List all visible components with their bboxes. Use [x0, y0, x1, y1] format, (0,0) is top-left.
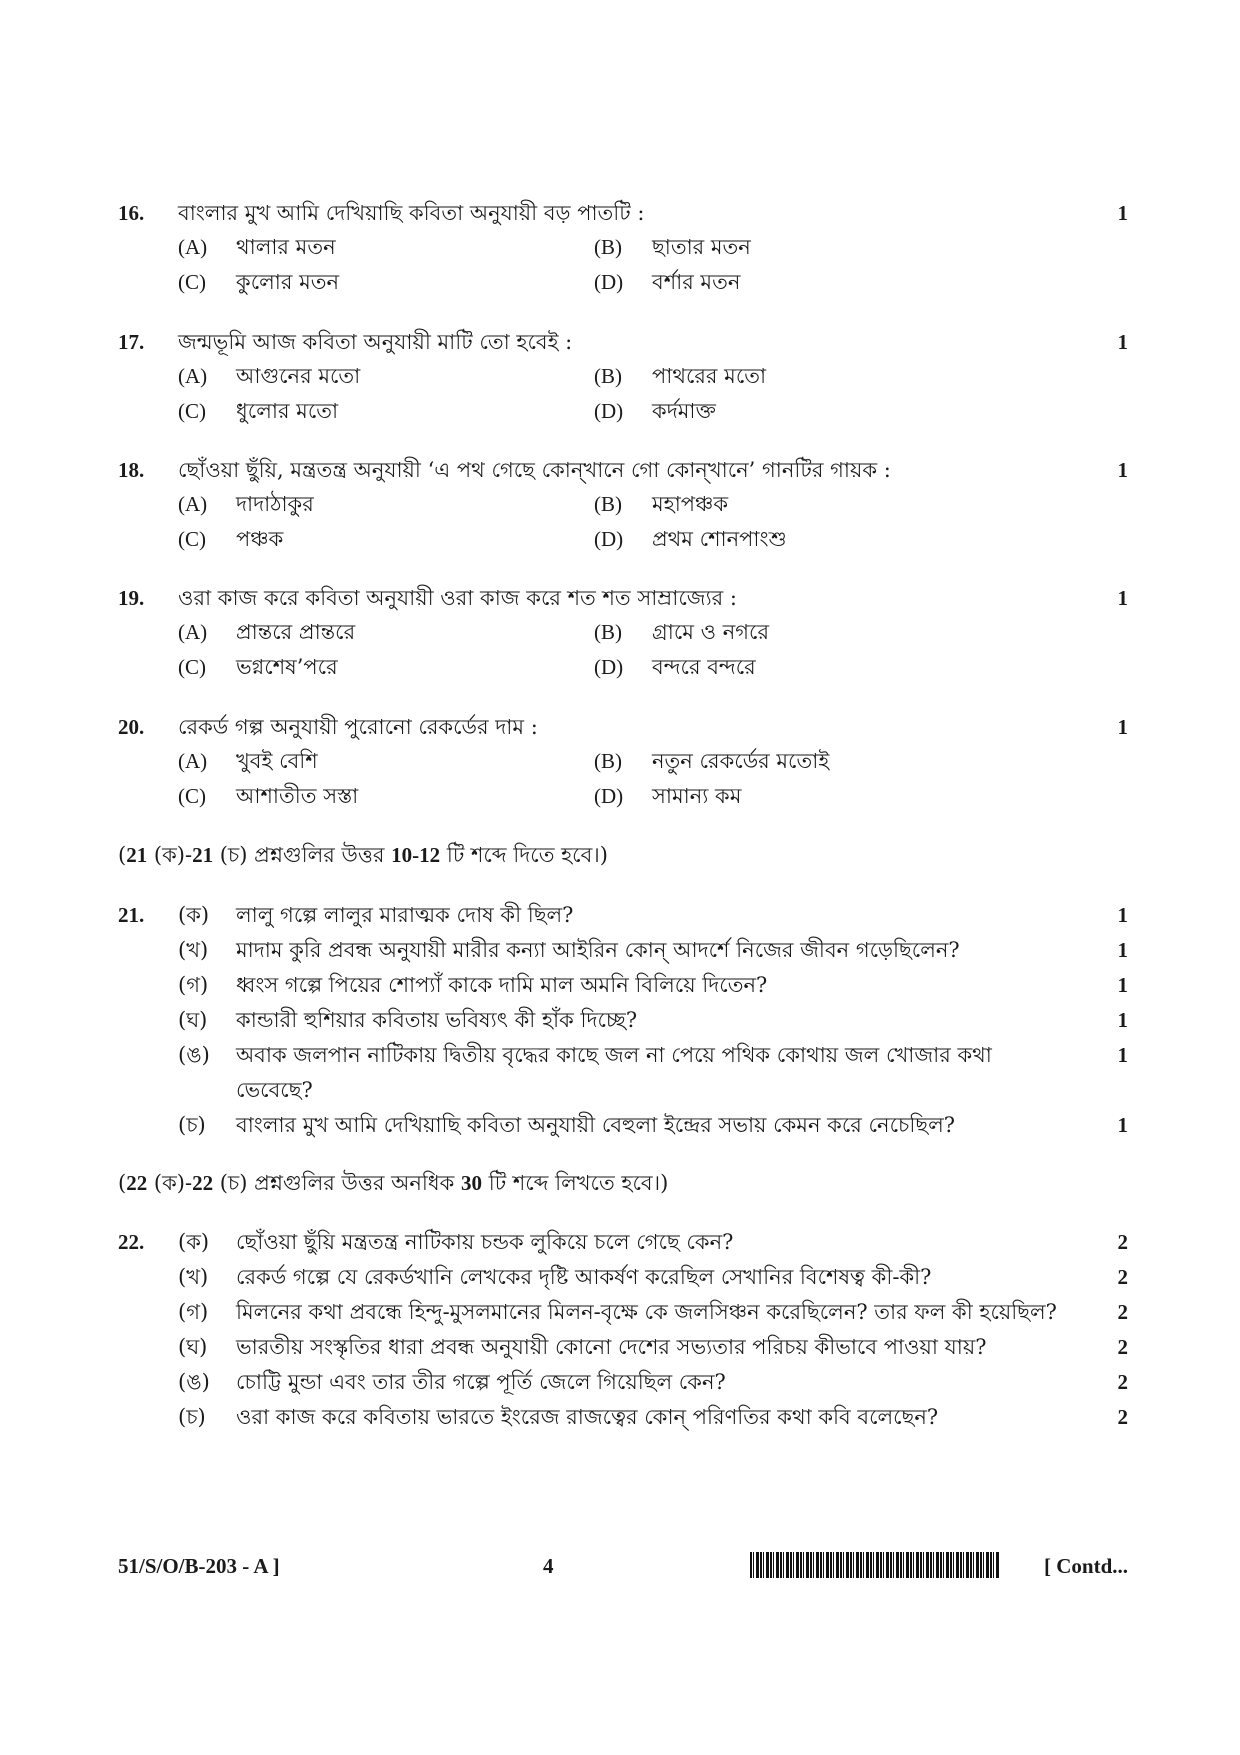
question-number: 21. — [118, 903, 145, 927]
sub-question: (ক) লালু গল্পে লালুর মারাত্মক দোষ কী ছিল? 1 — [178, 903, 1128, 927]
paper-code: 51/S/O/B-203 - A ] — [118, 1554, 280, 1578]
option-a: (A) দাদাঠাকুর — [178, 492, 314, 516]
page-footer — [118, 1548, 1128, 1584]
question-marks: 1 — [1117, 586, 1128, 610]
sub-question: (খ) মাদাম কুরি প্রবন্ধ অনুযায়ী মারীর কন্যা আইরিন কোন্ আদর্শে নিজের জীবন গড়েছিলেন? 1 — [178, 938, 1128, 962]
option-b: (B) মহাপঞ্চক — [594, 492, 729, 516]
question-number: 16. — [118, 201, 145, 225]
option-c: (C) কুলোর মতন — [178, 270, 340, 294]
question-marks: 1 — [1117, 458, 1128, 482]
option-d: (D) প্রথম শোনপাংশু — [594, 527, 787, 551]
option-d: (D) কর্দমাক্ত — [594, 399, 716, 423]
option-b: (B) গ্রামে ও নগরে — [594, 620, 770, 644]
option-d: (D) বন্দরে বন্দরে — [594, 655, 756, 679]
question-text: ওরা কাজ করে কবিতা অনুযায়ী ওরা কাজ করে শত শত সাম্রাজ্যের : — [178, 586, 737, 610]
option-c: (C) পঞ্চক — [178, 527, 284, 551]
question-marks: 1 — [1117, 201, 1128, 225]
sub-question: (ঘ) ভারতীয় সংস্কৃতির ধারা প্রবন্ধ অনুযায়ী কোনো দেশের সভ্যতার পরিচয় কীভাবে পাওয়া যায়? 2 — [178, 1335, 1128, 1359]
question-number: 17. — [118, 330, 145, 354]
sub-question: (খ) রেকর্ড গল্পে যে রেকর্ডখানি লেখকের দৃষ্টি আকর্ষণ করেছিল সেখানির বিশেষত্ব কী-কী? 2 — [178, 1265, 1128, 1289]
sub-question: (ঙ) চোট্টি মুন্ডা এবং তার তীর গল্পে পূর্তি জেলে গিয়েছিল কেন? 2 — [178, 1370, 1128, 1394]
sub-question: (গ) মিলনের কথা প্রবন্ধে হিন্দু-মুসলমানের মিলন-বৃক্ষে কে জলসিঞ্চন করেছিলেন? তার ফল কী হয়েছিল? 2 — [178, 1300, 1128, 1324]
sub-question: (চ) ওরা কাজ করে কবিতায় ভারতে ইংরেজ রাজত্বের কোন্ পরিণতির কথা কবি বলেছেন? 2 — [178, 1405, 1128, 1429]
question-19 — [118, 581, 1128, 685]
question-marks: 1 — [1117, 715, 1128, 739]
option-b: (B) ছাতার মতন — [594, 235, 751, 259]
option-a: (A) থালার মতন — [178, 235, 336, 259]
sub-question: (গ) ধ্বংস গল্পে পিয়ের শোপ্যাঁ কাকে দামি মাল অমনি বিলিয়ে দিতেন? 1 — [178, 973, 1128, 997]
page-number: 4 — [543, 1554, 554, 1578]
question-20 — [118, 710, 1128, 814]
barcode-icon — [750, 1552, 1000, 1578]
question-number: 18. — [118, 458, 145, 482]
instruction-22: (22 (ক)-22 (চ) প্রশ্নগুলির উত্তর অনধিক 30 টি শব্দে লিখতে হবে।) — [118, 1171, 669, 1195]
question-number: 20. — [118, 715, 145, 739]
option-d: (D) সামান্য কম — [594, 784, 742, 808]
option-d: (D) বর্শার মতন — [594, 270, 741, 294]
question-18 — [118, 453, 1128, 557]
question-22 — [118, 1225, 1128, 1435]
question-text: ছোঁওয়া ছুঁয়ি, মন্ত্রতন্ত্র অনুযায়ী ‘এ পথ গেছে কোন্‌খানে গো কোন্‌খানে’ গানটির গায়ক : — [178, 458, 891, 482]
option-b: (B) নতুন রেকর্ডের মতোই — [594, 749, 830, 773]
question-number: 19. — [118, 586, 145, 610]
continued-label: [ Contd... — [1043, 1554, 1128, 1578]
option-c: (C) ভগ্নশেষ’পরে — [178, 655, 338, 679]
option-b: (B) পাথরের মতো — [594, 364, 767, 388]
question-16 — [118, 196, 1128, 300]
question-marks: 1 — [1117, 330, 1128, 354]
sub-question: (ঙ) অবাক জলপান নাটিকায় দ্বিতীয় বৃদ্ধের কাছে জল না পেয়ে পথিক কোথায় জল খোজার কথা ভেবেছে? 1 — [178, 1043, 1128, 1102]
sub-question: (ক) ছোঁওয়া ছুঁয়ি মন্ত্রতন্ত্র নাটিকায় চন্ডক লুকিয়ে চলে গেছে কেন? 2 — [178, 1230, 1128, 1254]
option-c: (C) ধুলোর মতো — [178, 399, 339, 423]
question-number: 22. — [118, 1230, 145, 1254]
question-21 — [118, 898, 1128, 1143]
option-a: (A) আগুনের মতো — [178, 364, 361, 388]
question-text: জন্মভূমি আজ কবিতা অনুযায়ী মাটি তো হবেই : — [178, 330, 573, 354]
instruction-21: (21 (ক)-21 (চ) প্রশ্নগুলির উত্তর 10-12 টি শব্দে দিতে হবে।) — [118, 843, 608, 867]
option-a: (A) খুবই বেশি — [178, 749, 318, 773]
option-c: (C) আশাতীত সস্তা — [178, 784, 359, 808]
sub-question: (ঘ) কান্ডারী হুশিয়ার কবিতায় ভবিষ্যৎ কী হাঁক দিচ্ছে? 1 — [178, 1008, 1128, 1032]
question-text: বাংলার মুখ আমি দেখিয়াছি কবিতা অনুযায়ী বড় পাতটি : — [178, 201, 645, 225]
question-text: রেকর্ড গল্প অনুযায়ী পুরোনো রেকর্ডের দাম : — [178, 715, 538, 739]
option-a: (A) প্রান্তরে প্রান্তরে — [178, 620, 356, 644]
sub-question: (চ) বাংলার মুখ আমি দেখিয়াছি কবিতা অনুযায়ী বেহুলা ইন্দ্রের সভায় কেমন করে নেচেছিল? 1 — [178, 1113, 1128, 1137]
question-17 — [118, 325, 1128, 429]
